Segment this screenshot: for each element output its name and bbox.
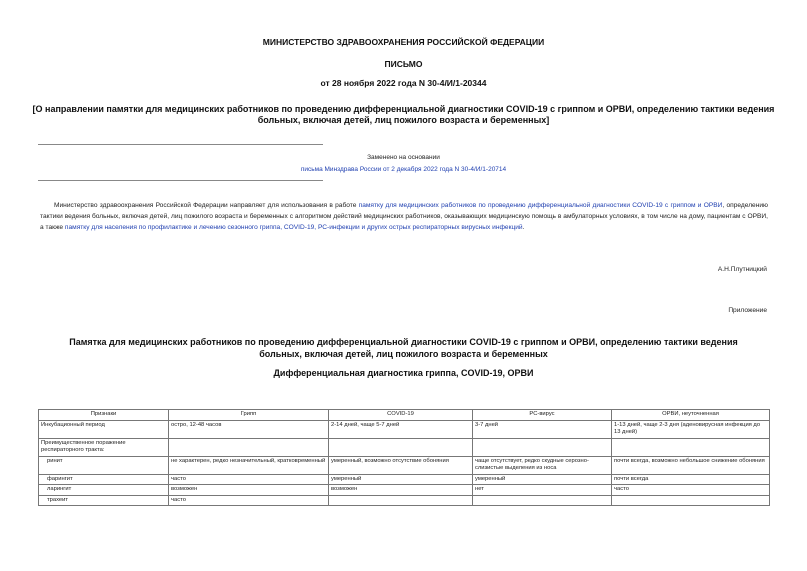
table-row <box>39 438 770 456</box>
letter-date: от 28 ноября 2022 года N 30-4/И/1-20344 <box>320 78 487 88</box>
appendix-label: Приложение <box>728 307 767 314</box>
table-cell: ринит <box>39 456 169 474</box>
ministry-heading: МИНИСТЕРСТВО ЗДРАВООХРАНЕНИЯ РОССИЙСКОЙ ФЕДЕРАЦИИ <box>262 37 545 47</box>
diagnostics-table <box>38 409 770 506</box>
table-cell <box>169 438 329 456</box>
table-cell: умеренный, возможно отсутствие обоняния <box>329 456 473 474</box>
table-cell <box>473 438 612 456</box>
table-row <box>39 456 770 474</box>
table-cell: умеренный <box>473 474 612 485</box>
table-cell: возможен <box>329 485 473 496</box>
memo-title: Памятка для медицинских работников по проведению дифференциальной диагностики COVID-19 с гриппом и ОРВИ, определению тактики ведения больных, включая детей, лиц пожилого возраста и беременных <box>69 337 738 359</box>
body-text-part: Министерство здравоохранения Российской Федерации направляет для использования в работе <box>54 202 359 209</box>
table-header-cell: Признаки <box>39 410 169 421</box>
memo-doctors-link[interactable]: памятку для медицинских работников по проведению дифференциальной диагностики COVID-19 с гриппом и ОРВИ <box>358 202 723 209</box>
table-cell: почти всегда, возможно небольшое снижение обоняния <box>612 456 770 474</box>
table-header-cell: Грипп <box>169 410 329 421</box>
table-header-cell: РС-вирус <box>473 410 612 421</box>
table-cell: чаще отсутствует, редко скудные серозно-слизистые выделения из носа <box>473 456 612 474</box>
table-cell: возможен <box>169 485 329 496</box>
table-cell: трахеит <box>39 495 169 506</box>
table-cell <box>329 438 473 456</box>
letter-type: ПИСЬМО <box>384 59 423 69</box>
memo-subtitle: Дифференциальная диагностика гриппа, COVID-19, ОРВИ <box>273 368 534 378</box>
table-cell: остро, 12-48 часов <box>169 420 329 438</box>
table-cell: не характерен, редко незначительный, кратковременный <box>169 456 329 474</box>
divider-top <box>38 144 323 145</box>
table-cell <box>612 438 770 456</box>
table-cell: часто <box>169 474 329 485</box>
table-cell: Преимущественное поражение респираторного тракта: <box>39 438 169 456</box>
memo-population-link[interactable]: памятку для населения по профилактике и лечению сезонного гриппа, COVID-19, РС-инфекции и других острых респираторных вирусных инфекций <box>64 224 523 231</box>
table-row <box>39 420 770 438</box>
letter-body <box>40 200 768 233</box>
table-cell: 1-13 дней, чаще 2-3 дня (аденовирусная инфекция до 13 дней) <box>612 420 770 438</box>
table-cell <box>612 495 770 506</box>
table-cell: 3-7 дней <box>473 420 612 438</box>
table-cell: 2-14 дней, чаще 5-7 дней <box>329 420 473 438</box>
divider-bottom <box>38 180 323 181</box>
table-header-cell: COVID-19 <box>329 410 473 421</box>
table-row <box>39 485 770 496</box>
table-header-cell: ОРВИ, неуточненная <box>612 410 770 421</box>
table-cell: ларингит <box>39 485 169 496</box>
table-cell: умеренный <box>329 474 473 485</box>
letter-subject: [О направлении памятки для медицинских работников по проведению дифференциальной диагностики COVID-19 с гриппом и ОРВИ, определению тактики ведения больных, включая детей, лиц пожилого возраста и беременных] <box>32 104 775 125</box>
table-cell: часто <box>169 495 329 506</box>
table-cell <box>329 495 473 506</box>
replaced-by-link[interactable]: письма Минздрава России от 2 декабря 2022 года N 30-4/И/1-20714 <box>300 166 507 173</box>
replaced-label: Заменено на основании <box>367 154 440 161</box>
table-cell: Инкубационный период <box>39 420 169 438</box>
table-row <box>39 474 770 485</box>
table-cell <box>473 495 612 506</box>
signature: А.Н.Плутницкий <box>717 266 767 273</box>
table-cell: часто <box>612 485 770 496</box>
table-cell: фарингит <box>39 474 169 485</box>
table-row <box>39 495 770 506</box>
table-header-row <box>39 410 770 421</box>
body-text-part: , определению тактики ведения больных, включая детей, лиц пожилого возраста и беременных с алгоритмом действий медицинских работников, оказывающих медицинскую помощь в амбулаторных условиях, в том числе на дому, пациентам с ОРВИ, а также <box>40 202 768 231</box>
table-cell: нет <box>473 485 612 496</box>
table-cell: почти всегда <box>612 474 770 485</box>
body-text-part: . <box>522 224 525 231</box>
